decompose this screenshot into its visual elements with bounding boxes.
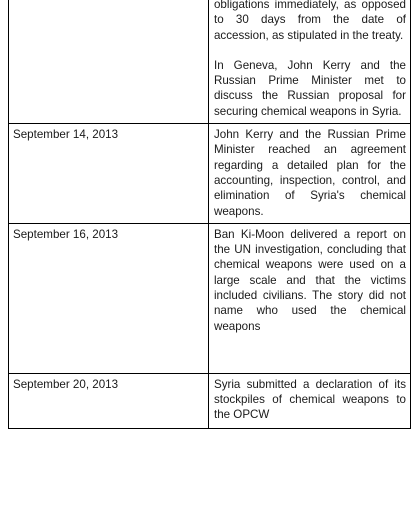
table-row bbox=[9, 223, 411, 373]
timeline-table bbox=[8, 0, 411, 429]
date-text: September 20, 2013 bbox=[13, 377, 119, 391]
event-paragraph: obligations immediately, as opposed to 30 days from the date of accession, as stipulated in the treaty. bbox=[213, 0, 406, 42]
event-cell bbox=[208, 124, 410, 224]
date-cell bbox=[9, 373, 209, 428]
date-cell bbox=[9, 223, 209, 373]
date-text: September 14, 2013 bbox=[13, 128, 119, 142]
table-row bbox=[9, 0, 411, 124]
event-paragraph: John Kerry and the Russian Prime Minister reached an agreement regarding a detailed plan for the accounting, inspection, control, and elimination of Syria's chemical weapons. bbox=[213, 128, 406, 218]
date-cell bbox=[9, 0, 209, 124]
event-paragraph: In Geneva, John Kerry and the Russian Prime Minister met to discuss the Russian proposal for securing chemical weapons in Syria. bbox=[213, 58, 406, 118]
table-row bbox=[9, 124, 411, 224]
date-cell bbox=[9, 124, 209, 224]
event-cell bbox=[208, 373, 410, 428]
event-cell bbox=[208, 0, 410, 124]
event-paragraph: Ban Ki-Moon delivered a report on the UN investigation, concluding that chemical weapons were used on a large scale and that the victims included civilians. The story did not name who used the chemical weapons bbox=[213, 227, 406, 333]
event-cell bbox=[208, 223, 410, 373]
date-text: September 16, 2013 bbox=[13, 227, 119, 241]
event-paragraph: Syria submitted a declaration of its stockpiles of chemical weapons to the OPCW bbox=[213, 377, 406, 422]
table-row bbox=[9, 373, 411, 428]
